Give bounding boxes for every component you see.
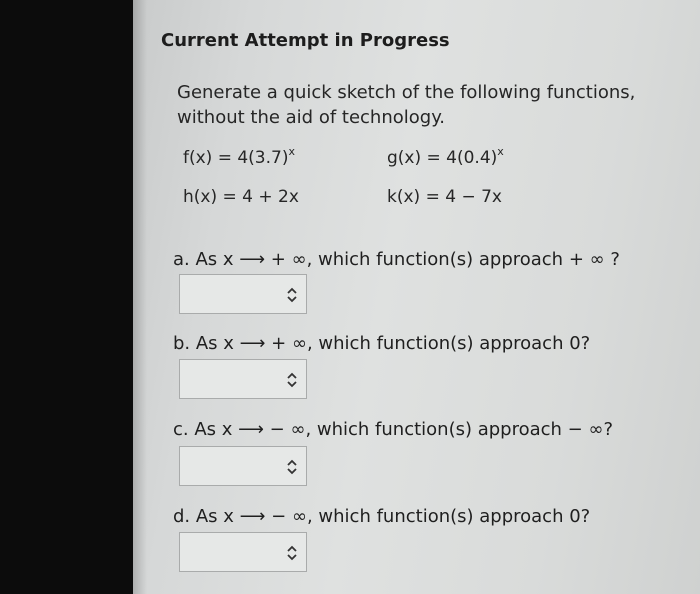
- question-prompt: Generate a quick sketch of the following functions, without the aid of technology.: [177, 82, 636, 128]
- chevron-up-down-icon: [286, 544, 298, 562]
- function-k: k(x) = 4 − 7x: [387, 187, 502, 207]
- chevron-up-down-icon: [286, 286, 298, 304]
- question-a-label: a. As x ⟶ + ∞, which function(s) approach + ∞ ?: [173, 249, 620, 270]
- question-c-label: c. As x ⟶ − ∞, which function(s) approach − ∞?: [173, 419, 614, 440]
- chevron-up-down-icon: [286, 458, 298, 476]
- question-c-dropdown[interactable]: [179, 446, 307, 486]
- question-b-label: b. As x ⟶ + ∞, which function(s) approach 0?: [173, 333, 591, 354]
- function-g: $g(x) = 4(0.4)^x$: [387, 145, 504, 168]
- chevron-up-down-icon: [286, 371, 298, 389]
- question-a-dropdown[interactable]: [179, 274, 307, 314]
- function-f: $f(x) = 4(3.7)^x$: [183, 145, 295, 168]
- attempt-heading: Current Attempt in Progress: [161, 30, 450, 51]
- function-h: h(x) = 4 + 2x: [183, 187, 299, 207]
- question-panel: [133, 0, 700, 594]
- question-d-dropdown[interactable]: [179, 532, 307, 572]
- question-b-dropdown[interactable]: [179, 359, 307, 399]
- question-d-label: d. As x ⟶ − ∞, which function(s) approach 0?: [173, 506, 591, 527]
